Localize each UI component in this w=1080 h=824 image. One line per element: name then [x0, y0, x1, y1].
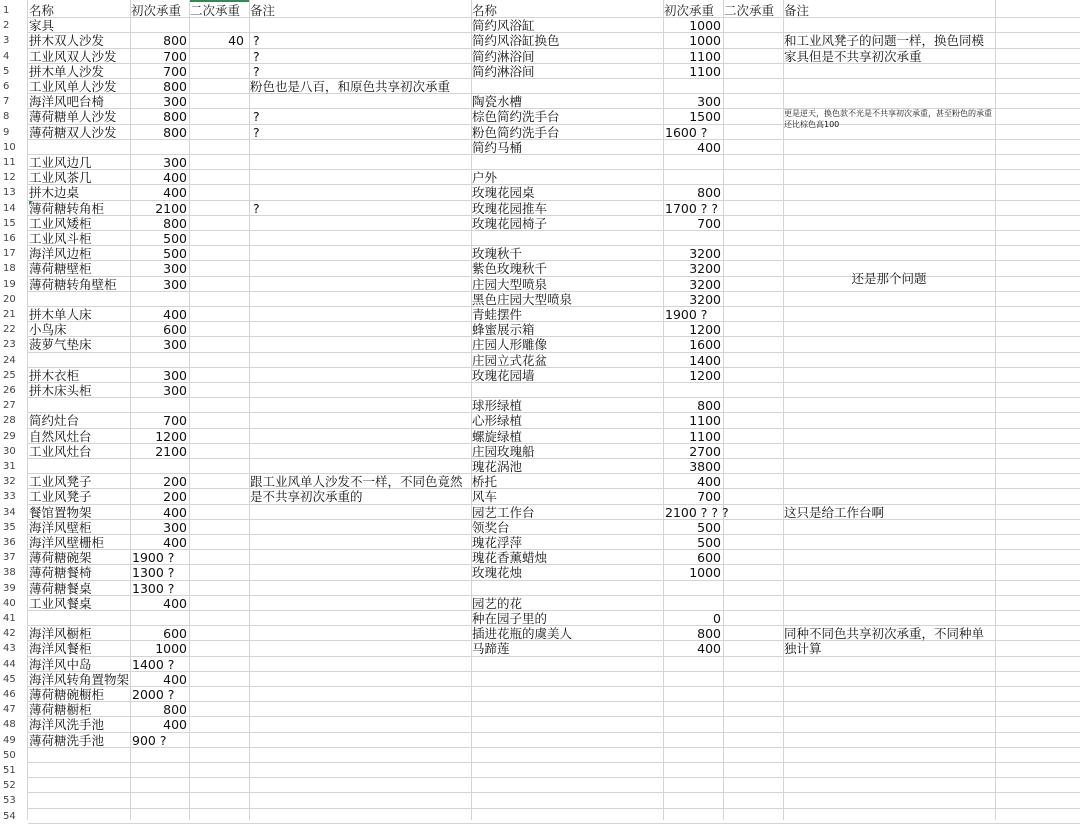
row-number[interactable]: 41	[3, 613, 16, 624]
cell-d[interactable]: ?	[253, 48, 260, 64]
cell-a[interactable]: 工业风斗柜	[29, 231, 92, 246]
cell-b[interactable]: 1200	[155, 428, 187, 444]
row-number[interactable]: 31	[3, 461, 16, 472]
cell-e[interactable]: 户外	[472, 170, 498, 186]
cell-a[interactable]: 工业风单人沙发	[29, 79, 117, 94]
cell-b[interactable]: 1400 ?	[132, 656, 175, 672]
row-number[interactable]: 18	[3, 263, 16, 275]
row-number[interactable]: 21	[3, 309, 16, 320]
row-number[interactable]: 40	[3, 597, 16, 609]
cell-f[interactable]: 500	[697, 535, 721, 550]
cell-a[interactable]: 工业风茶几	[29, 170, 92, 186]
cell-a[interactable]: 海洋风边柜	[29, 246, 92, 262]
column-header-cell[interactable]: 备注	[784, 3, 810, 18]
cell-a[interactable]: 薄荷糖碗架	[29, 550, 92, 566]
cell-b[interactable]: 700	[163, 413, 187, 429]
row-number[interactable]: 43	[3, 643, 16, 655]
cell-b[interactable]: 900 ?	[132, 732, 167, 748]
cell-f[interactable]: 3200	[689, 291, 721, 307]
cell-b[interactable]: 1000	[155, 641, 187, 657]
row-number[interactable]: 34	[3, 506, 16, 518]
cell-f[interactable]: 2700	[689, 443, 721, 459]
cell-f[interactable]: 1600 ?	[665, 124, 708, 140]
cell-a[interactable]: 工业风凳子	[29, 489, 92, 505]
cell-a[interactable]: 拼木单人沙发	[29, 63, 105, 79]
cell-f[interactable]: 400	[697, 474, 721, 490]
cell-f[interactable]: 800	[697, 398, 721, 414]
cell-f[interactable]: 400	[697, 641, 721, 657]
cell-b[interactable]: 400	[163, 717, 187, 733]
cell-a[interactable]: 餐馆置物架	[29, 504, 92, 520]
row-number[interactable]: 26	[3, 385, 16, 396]
cell-a[interactable]: 家具	[29, 18, 55, 34]
cell-e[interactable]: 简约淋浴间	[472, 63, 535, 79]
cell-e[interactable]: 玫瑰花园墙	[472, 367, 535, 383]
row-number[interactable]: 13	[3, 187, 16, 199]
cell-f[interactable]: 700	[697, 489, 721, 505]
row-number[interactable]: 47	[3, 704, 16, 716]
row-number[interactable]: 36	[3, 537, 16, 548]
cell-b[interactable]: 300	[163, 94, 187, 110]
cell-d[interactable]: ?	[253, 63, 260, 79]
cell-e[interactable]: 简约淋浴间	[472, 48, 535, 64]
row-number[interactable]: 38	[3, 567, 16, 579]
cell-f[interactable]: 3800	[689, 459, 721, 474]
cell-e[interactable]: 瑰花浮萍	[472, 535, 523, 550]
cell-d[interactable]: ?	[253, 33, 260, 49]
grid-row-line	[28, 792, 1080, 793]
cell-b[interactable]: 300	[163, 337, 187, 353]
cell-f[interactable]: 1100	[689, 413, 721, 429]
cell-e[interactable]: 园艺工作台	[472, 504, 535, 520]
row-number[interactable]: 32	[3, 476, 16, 488]
row-number[interactable]: 22	[3, 324, 16, 336]
cell-b[interactable]: 800	[163, 109, 187, 125]
cell-a[interactable]: 拼木衣柜	[29, 367, 80, 383]
row-number[interactable]: 33	[3, 491, 16, 503]
cell-f[interactable]: 400	[697, 139, 721, 155]
cell-e[interactable]: 庄园立式花盆	[472, 352, 548, 368]
cell-e[interactable]: 庄园玫瑰船	[472, 443, 535, 459]
row-number[interactable]: 49	[3, 734, 16, 746]
cell-f[interactable]: 1100	[689, 428, 721, 444]
cell-a[interactable]: 工业风餐桌	[29, 595, 92, 611]
row-number[interactable]: 42	[3, 628, 16, 640]
cell-e[interactable]: 青蛙摆件	[472, 307, 523, 322]
cell-a[interactable]: 薄荷糖壁柜	[29, 261, 92, 277]
cell-a[interactable]: 工业风凳子	[29, 474, 92, 490]
row-number[interactable]: 2	[3, 20, 10, 32]
row-number[interactable]: 4	[3, 50, 10, 62]
cell-a[interactable]: 薄荷糖餐桌	[29, 580, 92, 596]
row-number[interactable]: 52	[3, 780, 16, 792]
cell-a[interactable]: 海洋风转角置物架	[29, 671, 130, 687]
cell-e[interactable]: 风车	[472, 489, 498, 505]
grid-row-line	[28, 808, 1080, 809]
cell-a[interactable]: 工业风矮柜	[29, 215, 92, 231]
cell-f[interactable]: 1600	[689, 337, 721, 353]
row-number[interactable]: 1	[3, 5, 10, 16]
row-number[interactable]: 37	[3, 552, 16, 564]
cell-b[interactable]: 200	[163, 489, 187, 505]
column-header-cell[interactable]: 初次承重	[664, 3, 715, 18]
cell-a[interactable]: 简约灶台	[29, 413, 80, 429]
cell-b[interactable]: 700	[163, 48, 187, 64]
cell-h[interactable]: 这只是给工作台啊	[784, 504, 885, 520]
row-number[interactable]: 10	[3, 141, 16, 153]
cell-b[interactable]: 700	[163, 63, 187, 79]
cell-a[interactable]: 菠萝气垫床	[29, 337, 92, 353]
cell-h[interactable]: 和工业风凳子的问题一样，换色同模	[784, 33, 985, 49]
cell-e[interactable]: 领奖台	[472, 519, 510, 535]
cell-f[interactable]: 1200	[689, 322, 721, 338]
cell-e[interactable]: 玫瑰花园桌	[472, 185, 535, 201]
cell-b[interactable]: 800	[163, 702, 187, 718]
cell-a[interactable]: 拼木边桌	[29, 185, 80, 201]
cell-h[interactable]: 独计算	[784, 641, 822, 657]
row-number[interactable]: 29	[3, 430, 16, 442]
cell-b[interactable]: 400	[163, 671, 187, 687]
column-header-cell[interactable]: 二次承重	[190, 3, 241, 18]
cell-a[interactable]: 海洋风中岛	[29, 656, 92, 672]
cell-e[interactable]: 瑰花香薰蜡烛	[472, 550, 548, 566]
cell-b[interactable]: 800	[163, 79, 187, 94]
cell-b[interactable]: 2100	[155, 443, 187, 459]
cell-f[interactable]: 800	[697, 185, 721, 201]
row-number[interactable]: 27	[3, 400, 16, 412]
row-number[interactable]: 51	[3, 765, 16, 776]
row-number[interactable]: 6	[3, 81, 10, 92]
cell-e[interactable]: 瑰花涡池	[472, 459, 523, 474]
cell-f[interactable]: 1400	[689, 352, 721, 368]
cell-f[interactable]: 1000	[689, 565, 721, 581]
cell-b[interactable]: 400	[163, 535, 187, 550]
cell-a[interactable]: 薄荷糖转角柜	[29, 200, 105, 216]
cell-e[interactable]: 玫瑰秋千	[472, 246, 523, 262]
cell-f[interactable]: 800	[697, 626, 721, 642]
row-number[interactable]: 25	[3, 369, 16, 381]
cell-f[interactable]: 1700 ? ?	[665, 200, 719, 216]
cell-a[interactable]: 薄荷糖餐椅	[29, 565, 92, 581]
row-number[interactable]: 14	[3, 202, 16, 214]
cell-f[interactable]: 1200	[689, 367, 721, 383]
cell-e[interactable]: 简约马桶	[472, 139, 523, 155]
cell-b[interactable]: 2100	[155, 200, 187, 216]
cell-a[interactable]: 薄荷糖洗手池	[29, 732, 105, 748]
row-number[interactable]: 5	[3, 65, 10, 77]
column-header-cell[interactable]: 备注	[250, 3, 276, 18]
cell-f[interactable]: 1500	[689, 109, 721, 125]
cell-e[interactable]: 棕色简约洗手台	[472, 109, 560, 125]
cell-h[interactable]: 同种不同色共享初次承重，不同种单	[784, 626, 985, 642]
cell-comment-marker	[29, 201, 33, 205]
cell-b[interactable]: 400	[163, 595, 187, 611]
cell-b[interactable]: 2000 ?	[132, 687, 175, 702]
cell-a[interactable]: 薄荷糖橱柜	[29, 702, 92, 718]
cell-b[interactable]: 800	[163, 33, 187, 49]
row-number[interactable]: 54	[3, 810, 16, 822]
row-number[interactable]: 7	[3, 96, 10, 108]
cell-a[interactable]: 拼木双人沙发	[29, 33, 105, 49]
row-number[interactable]: 35	[3, 521, 16, 533]
cell-b[interactable]: 400	[163, 185, 187, 201]
cell-b[interactable]: 300	[163, 276, 187, 292]
cell-f[interactable]: 0	[713, 611, 721, 626]
cell-d[interactable]: ?	[253, 200, 260, 216]
cell-a[interactable]: 薄荷糖单人沙发	[29, 109, 117, 125]
cell-e[interactable]: 马蹄莲	[472, 641, 510, 657]
column-header-cell[interactable]: 二次承重	[724, 3, 775, 18]
cell-a[interactable]: 海洋风壁柜	[29, 519, 92, 535]
cell-a[interactable]: 薄荷糖双人沙发	[29, 124, 117, 140]
cell-e[interactable]: 插进花瓶的虞美人	[472, 626, 573, 642]
cell-b[interactable]: 400	[163, 170, 187, 186]
cell-b[interactable]: 800	[163, 124, 187, 140]
cell-f[interactable]: 1000	[689, 18, 721, 34]
cell-a[interactable]: 海洋风洗手池	[29, 717, 105, 733]
cell-c[interactable]: 40	[228, 33, 244, 49]
cell-b[interactable]: 300	[163, 519, 187, 535]
cell-e[interactable]: 种在园子里的	[472, 611, 548, 626]
cell-e[interactable]: 玫瑰花园椅子	[472, 215, 548, 231]
cell-f[interactable]: 500	[697, 519, 721, 535]
cell-e[interactable]: 黑色庄园大型喷泉	[472, 291, 573, 307]
cell-a[interactable]: 拼木床头柜	[29, 383, 92, 398]
cell-e[interactable]: 玫瑰花烛	[472, 565, 523, 581]
cell-a[interactable]: 工业风边几	[29, 155, 92, 170]
row-number[interactable]: 39	[3, 582, 16, 594]
row-number[interactable]: 50	[3, 749, 16, 761]
cell-b[interactable]: 500	[163, 231, 187, 246]
cell-b[interactable]: 400	[163, 504, 187, 520]
cell-e[interactable]: 玫瑰花园推车	[472, 200, 548, 216]
cell-f[interactable]: 600	[697, 550, 721, 566]
cell-e[interactable]: 简约风浴缸换色	[472, 33, 560, 49]
row-number[interactable]: 11	[3, 157, 16, 168]
cell-f[interactable]: 3200	[689, 276, 721, 292]
cell-e[interactable]: 紫色玫瑰秋千	[472, 261, 548, 277]
cell-h[interactable]: 更是逆天，换色款不光是不共享初次承重，甚至粉色的承重还比棕色高100	[784, 109, 992, 130]
cell-a[interactable]: 海洋风橱柜	[29, 626, 92, 642]
cell-f[interactable]: 1100	[689, 63, 721, 79]
cell-a[interactable]: 薄荷糖碗橱柜	[29, 687, 105, 702]
cell-d[interactable]: ?	[253, 109, 260, 125]
cell-e[interactable]: 蜂蜜展示箱	[472, 322, 535, 338]
row-number[interactable]: 53	[3, 795, 16, 807]
cell-b[interactable]: 300	[163, 155, 187, 170]
cell-b[interactable]: 600	[163, 626, 187, 642]
cell-b[interactable]: 600	[163, 322, 187, 338]
cell-f[interactable]: 700	[697, 215, 721, 231]
cell-b[interactable]: 800	[163, 215, 187, 231]
cell-b[interactable]: 200	[163, 474, 187, 490]
cell-d[interactable]: 跟工业风单人沙发不一样，不同色竟然	[250, 474, 463, 490]
row-number[interactable]: 3	[3, 35, 10, 47]
cell-h[interactable]: 还是那个问题	[851, 270, 927, 286]
cell-f[interactable]: 300	[697, 94, 721, 110]
cell-d[interactable]: 粉色也是八百，和原色共享初次承重	[250, 79, 451, 94]
cell-f[interactable]: 1000	[689, 33, 721, 49]
cell-e[interactable]: 心形绿植	[472, 413, 523, 429]
row-number[interactable]: 23	[3, 339, 16, 351]
cell-b[interactable]: 300	[163, 261, 187, 277]
cell-e[interactable]: 庄园大型喷泉	[472, 276, 548, 292]
cell-a[interactable]: 工业风灶台	[29, 443, 92, 459]
cell-a[interactable]: 海洋风壁栅柜	[29, 535, 105, 550]
row-number[interactable]: 45	[3, 673, 16, 685]
cell-e[interactable]: 螺旋绿植	[472, 428, 523, 444]
cell-b[interactable]: 400	[163, 307, 187, 322]
cell-b[interactable]: 300	[163, 367, 187, 383]
selected-column-indicator	[190, 0, 249, 2]
grid-row-line	[28, 762, 1080, 763]
cell-e[interactable]: 桥托	[472, 474, 498, 490]
column-header-cell[interactable]: 名称	[29, 3, 55, 18]
cell-f[interactable]: 1100	[689, 48, 721, 64]
cell-e[interactable]: 粉色简约洗手台	[472, 124, 560, 140]
cell-b[interactable]: 300	[163, 383, 187, 398]
row-number[interactable]: 24	[3, 354, 16, 366]
row-number[interactable]: 19	[3, 278, 16, 290]
cell-b[interactable]: 1900 ?	[132, 550, 175, 566]
cell-d[interactable]: 是不共享初次承重的	[250, 489, 363, 505]
cell-b[interactable]: 1300 ?	[132, 580, 175, 596]
cell-a[interactable]: 海洋风吧台椅	[29, 94, 105, 110]
cell-e[interactable]: 球形绿植	[472, 398, 523, 414]
cell-a[interactable]: 小鸟床	[29, 322, 67, 338]
column-header-cell[interactable]: 初次承重	[131, 3, 182, 18]
cell-b[interactable]: 500	[163, 246, 187, 262]
cell-a[interactable]: 海洋风餐柜	[29, 641, 92, 657]
row-number[interactable]: 15	[3, 217, 16, 229]
row-number[interactable]: 9	[3, 126, 10, 138]
grid-row-line	[28, 777, 1080, 778]
cell-d[interactable]: ?	[253, 124, 260, 140]
cell-e[interactable]: 陶瓷水槽	[472, 94, 523, 110]
row-number[interactable]: 30	[3, 445, 16, 457]
cell-a[interactable]: 拼木单人床	[29, 307, 92, 322]
cell-f[interactable]: 3200	[689, 261, 721, 277]
cell-f[interactable]: 2100 ? ? ?	[665, 504, 729, 520]
cell-e[interactable]: 庄园人形雕像	[472, 337, 548, 353]
row-number[interactable]: 48	[3, 719, 16, 731]
cell-f[interactable]: 3200	[689, 246, 721, 262]
row-number[interactable]: 8	[3, 111, 10, 123]
cell-a[interactable]: 薄荷糖转角壁柜	[29, 276, 117, 292]
row-number[interactable]: 17	[3, 248, 16, 260]
row-number[interactable]: 46	[3, 689, 16, 700]
row-number[interactable]: 28	[3, 415, 16, 427]
cell-e[interactable]: 园艺的花	[472, 595, 523, 611]
cell-b[interactable]: 1300 ?	[132, 565, 175, 581]
column-header-cell[interactable]: 名称	[472, 3, 498, 18]
cell-e[interactable]: 简约风浴缸	[472, 18, 535, 34]
cell-f[interactable]: 1900 ?	[665, 307, 708, 322]
row-number[interactable]: 44	[3, 658, 16, 670]
cell-a[interactable]: 工业风双人沙发	[29, 48, 117, 64]
cell-h[interactable]: 家具但是不共享初次承重	[784, 48, 922, 64]
row-number[interactable]: 20	[3, 293, 16, 305]
cell-a[interactable]: 自然风灶台	[29, 428, 92, 444]
row-number[interactable]: 12	[3, 172, 16, 184]
row-number[interactable]: 16	[3, 233, 16, 244]
